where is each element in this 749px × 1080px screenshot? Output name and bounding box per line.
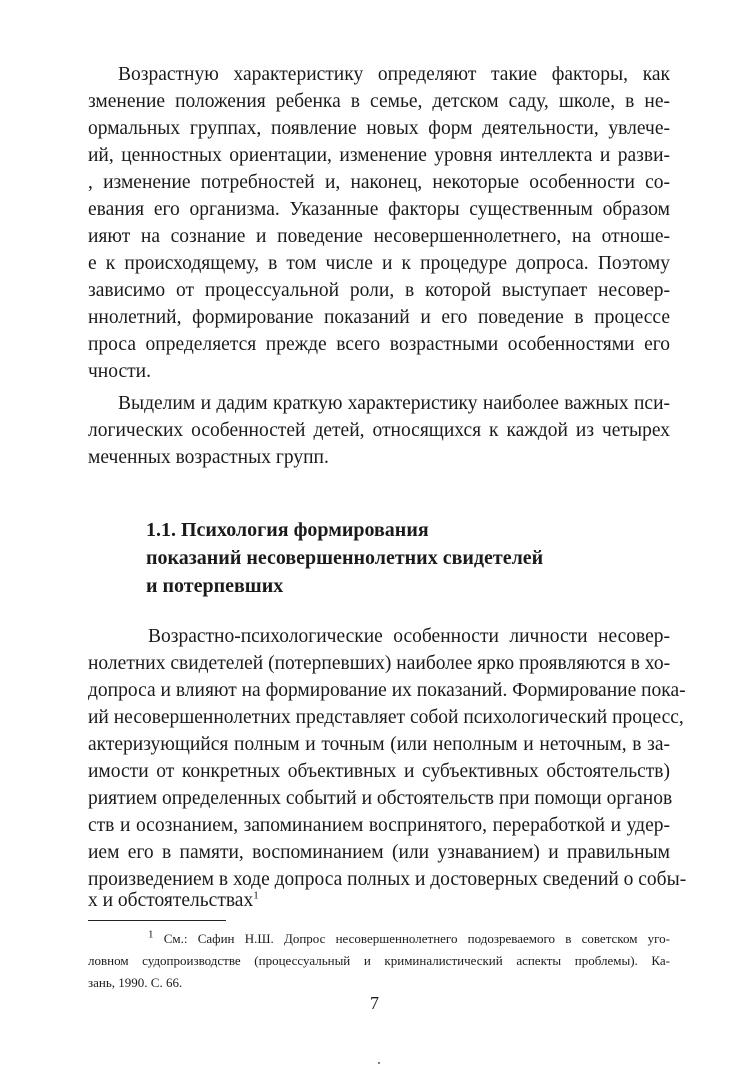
text-line: ормальных группах, появление новых форм деятельности, увлече- [88,118,670,139]
text-line-last [88,888,670,914]
footnote-reference[interactable]: 1 [253,889,259,902]
footnote-line: зань, 1990. С. 66. [88,975,183,990]
scan-speck [378,1062,380,1064]
footnote-line: ловном судопроизводстве (процессуальный и криминалистический аспекты проблемы). Ка- [88,953,670,968]
text-line: , изменение потребностей и, наконец, некоторые особенности со- [88,172,670,193]
text-line: евания его организма. Указанные факторы существенным образом [88,199,670,220]
text-line: чности. [88,361,151,382]
text-line: ств и осознанием, запоминанием воспринятого, переработкой и удер- [88,815,670,836]
text-line: ием его в памяти, воспоминанием (или узнаванием) и правильным [88,842,670,863]
text-fragment: х и обстоятельствах [88,890,254,911]
footnote-divider [88,920,226,921]
text-line: меченных возрастных групп. [88,447,329,468]
heading-line: и потерпевших [146,575,284,597]
text-line: риятием определенных событий и обстоятельств при помощи органов [88,788,673,809]
text-line: ннолетний, формирование показаний и его поведение в процессе [88,307,670,328]
text-line: зависимо от процессуальной роли, в которой выступает несовер- [88,280,670,301]
text-line: ий несовершеннолетних представляет собой психологический процесс, [88,707,684,728]
text-line: ий, ценностных ориентации, изменение уровня интеллекта и разви- [88,145,670,166]
text-line: проса определяется прежде всего возрастными особенностями его [88,334,670,355]
text-line: Возрастную характеристику определяют такие факторы, как [118,64,670,85]
text-line: нолетних свидетелей (потерпевших) наиболее ярко проявляются в хо- [88,653,671,674]
heading-line: показаний несовершеннолетних свидетелей [146,547,544,569]
text-line: актеризующийся полным и точным (или неполным и неточным, в за- [88,734,670,755]
text-line: имости от конкретных объективных и субъективных обстоятельств) [88,761,670,782]
text-line: зменение положения ребенка в семье, детском саду, школе, в не- [88,91,670,112]
text-line: ияют на сознание и поведение несовершеннолетнего, на отноше- [88,226,670,247]
text-line: произведением в ходе допроса полных и достоверных сведений о собы- [88,869,687,890]
heading-line: 1.1. Психология формирования [146,519,429,541]
page-number: 7 [370,993,379,1013]
footnote-text: См.: Сафин Н.Ш. Допрос несовершеннолетнего подозреваемого в советском уго- [163,931,671,946]
text-line: Выделим и дадим краткую характеристику наиболее важных пси- [118,393,670,414]
text-line: логических особенностей детей, относящихся к каждой из четырех [88,420,670,441]
footnote-line [148,928,670,950]
text-line: е к происходящему, в том числе и к процедуре допроса. Поэтому [88,253,670,274]
text-line: допроса и влияют на формирование их показаний. Формирование пока- [88,680,686,701]
text-line: Возрастно-психологические особенности личности несовер- [148,626,670,647]
footnote-marker: 1 [148,928,154,941]
